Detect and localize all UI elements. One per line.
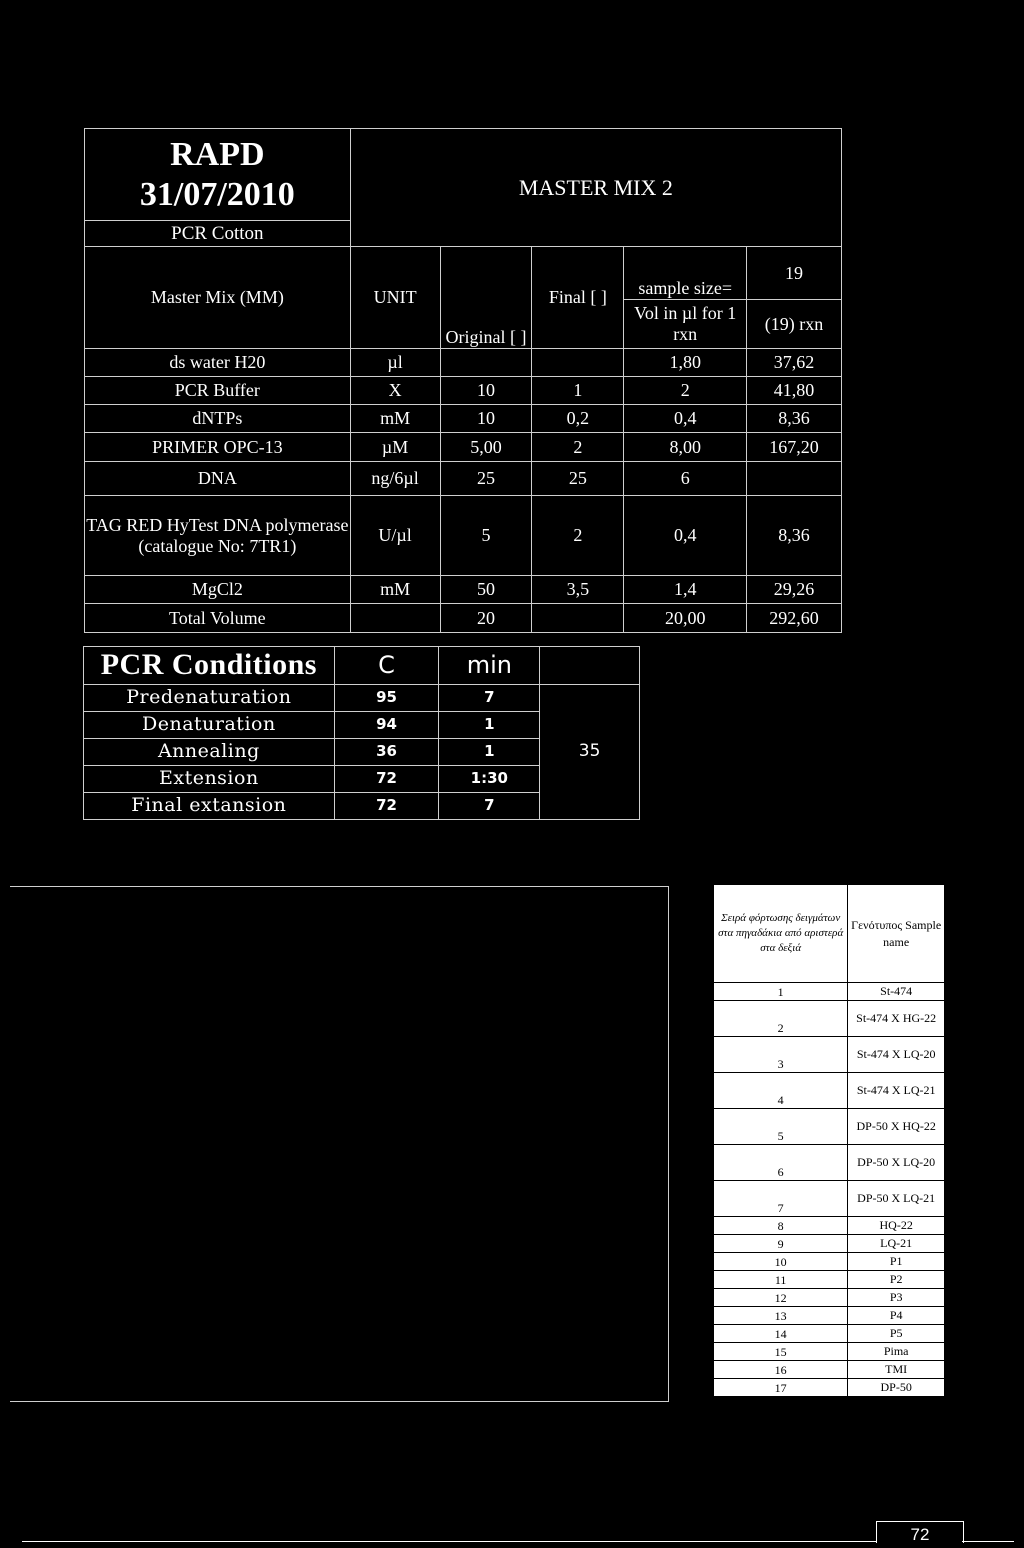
cell-name: Total Volume [85,604,351,633]
sample-row [714,1307,945,1325]
cell-original: 20 [440,604,532,633]
step-temp: 95 [334,685,439,712]
cell-total [747,462,842,496]
cell-final: 2 [532,433,624,462]
step-min: 1 [439,739,540,766]
cell-original: 10 [440,405,532,433]
sample-row [714,983,945,1001]
cell-total: 37,62 [747,349,842,377]
step-min: 1 [439,712,540,739]
cell-total: 41,80 [747,377,842,405]
master-mix-row [85,496,842,576]
master-mix-row [85,433,842,462]
header-vol-1rxn: Vol in µl for 1 rxn [624,300,747,349]
header-loading-order: Σειρά φόρτωσης δειγμάτων στα πηγαδάκια από αριστερά στα δεξιά [714,885,848,983]
cell-original: 5 [440,496,532,576]
sample-name: LQ-21 [848,1235,945,1253]
sample-row [714,1181,945,1217]
sample-loading-table [713,884,945,1397]
cell-unit: mM [350,405,440,433]
sample-name: P2 [848,1271,945,1289]
header-genotype: Γενότυπος Sample name [848,885,945,983]
master-mix-row [85,462,842,496]
cell-total: 8,36 [747,405,842,433]
sample-number: 4 [714,1073,848,1109]
master-mix-row [85,377,842,405]
sample-name: DP-50 [848,1379,945,1397]
header-sample-size: sample size= [624,247,747,300]
step-min: 1:30 [439,766,540,793]
sample-name: P3 [848,1289,945,1307]
cell-original [440,349,532,377]
cell-name: ds water H20 [85,349,351,377]
cell-original: 10 [440,377,532,405]
sample-name: Pima [848,1343,945,1361]
sample-number: 7 [714,1181,848,1217]
sample-name: P1 [848,1253,945,1271]
cell-name: MgCl2 [85,576,351,604]
header-unit: UNIT [350,247,440,349]
cell-name: DNA [85,462,351,496]
cell-name: TAG RED HyTest DNA polymerase (catalogue No: 7TR1) [85,496,351,576]
sample-number: 3 [714,1037,848,1073]
sample-number: 2 [714,1001,848,1037]
cell-final [532,349,624,377]
master-mix-row [85,604,842,633]
cell-total: 167,20 [747,433,842,462]
sample-number: 8 [714,1217,848,1235]
sample-row [714,1343,945,1361]
cell-unit: µM [350,433,440,462]
cell-vol: 1,80 [624,349,747,377]
sample-number: 1 [714,983,848,1001]
sample-name: St-474 X LQ-20 [848,1037,945,1073]
cell-unit: U/µl [350,496,440,576]
step-min: 7 [439,793,540,820]
sample-row [714,1037,945,1073]
step-name: Extension [84,766,335,793]
step-name: Final extansion [84,793,335,820]
cell-total: 29,26 [747,576,842,604]
cell-unit: µl [350,349,440,377]
header-vol-total: (19) rxn [747,300,842,349]
sample-number: 14 [714,1325,848,1343]
sample-name: St-474 X HG-22 [848,1001,945,1037]
step-name: Denaturation [84,712,335,739]
sample-number: 12 [714,1289,848,1307]
cell-vol: 0,4 [624,405,747,433]
step-temp: 72 [334,766,439,793]
cell-vol: 8,00 [624,433,747,462]
sample-row [714,1289,945,1307]
cell-original: 25 [440,462,532,496]
sample-number: 9 [714,1235,848,1253]
sample-number: 5 [714,1109,848,1145]
sample-number: 13 [714,1307,848,1325]
header-sample-size-value: 19 [747,247,842,300]
sample-name: St-474 [848,983,945,1001]
sample-row [714,1217,945,1235]
sample-name: P5 [848,1325,945,1343]
cell-unit: X [350,377,440,405]
cell-final: 1 [532,377,624,405]
sample-row [714,1109,945,1145]
cell-total: 8,36 [747,496,842,576]
sample-row [714,1361,945,1379]
pcr-conditions-table [83,646,640,820]
master-mix-row [85,349,842,377]
cell-unit [350,604,440,633]
cell-original: 5,00 [440,433,532,462]
sample-number: 6 [714,1145,848,1181]
cell-final: 3,5 [532,576,624,604]
cell-original: 50 [440,576,532,604]
sample-name: TMI [848,1361,945,1379]
cell-final: 25 [532,462,624,496]
sample-row [714,1073,945,1109]
cell-name: dNTPs [85,405,351,433]
sample-name: DP-50 X LQ-21 [848,1181,945,1217]
header-original: Original [ ] [440,247,532,349]
master-mix-title-cell [85,129,351,221]
pcr-cotton-label: PCR Cotton [85,221,351,247]
sample-row [714,1271,945,1289]
gel-image-frame [10,886,669,1402]
pcr-conditions-title: PCR Conditions [84,647,335,685]
cycle-count: 35 [540,685,640,820]
master-mix-row [85,405,842,433]
step-temp: 36 [334,739,439,766]
master-mix-table [84,128,842,633]
cell-unit: ng/6µl [350,462,440,496]
header-component: Master Mix (MM) [85,247,351,349]
cell-final: 2 [532,496,624,576]
cell-vol: 20,00 [624,604,747,633]
cell-name: PRIMER OPC-13 [85,433,351,462]
empty-cell [540,647,640,685]
sample-name: St-474 X LQ-21 [848,1073,945,1109]
page-number: 72 [876,1521,964,1543]
sample-row [714,1325,945,1343]
master-mix-label: MASTER MIX 2 [350,129,841,247]
sample-row [714,1001,945,1037]
cell-unit: mM [350,576,440,604]
cell-name: PCR Buffer [85,377,351,405]
sample-number: 15 [714,1343,848,1361]
header-min: min [439,647,540,685]
cell-vol: 2 [624,377,747,405]
sample-name: HQ-22 [848,1217,945,1235]
sample-name: DP-50 X HQ-22 [848,1109,945,1145]
sample-number: 11 [714,1271,848,1289]
pcr-step-row [84,685,640,712]
sample-row [714,1145,945,1181]
cell-vol: 6 [624,462,747,496]
step-name: Annealing [84,739,335,766]
sample-number: 17 [714,1379,848,1397]
date-title: 31/07/2010 [139,175,295,213]
sample-number: 10 [714,1253,848,1271]
rapd-title: RAPD [170,136,265,174]
header-c: C [334,647,439,685]
step-temp: 94 [334,712,439,739]
sample-number: 16 [714,1361,848,1379]
cell-final [532,604,624,633]
step-temp: 72 [334,793,439,820]
sample-row [714,1235,945,1253]
sample-row [714,1379,945,1397]
sample-name: DP-50 X LQ-20 [848,1145,945,1181]
sample-name: P4 [848,1307,945,1325]
cell-vol: 0,4 [624,496,747,576]
cell-total: 292,60 [747,604,842,633]
step-name: Predenaturation [84,685,335,712]
step-min: 7 [439,685,540,712]
cell-final: 0,2 [532,405,624,433]
cell-vol: 1,4 [624,576,747,604]
header-final: Final [ ] [532,247,624,349]
sample-row [714,1253,945,1271]
master-mix-row [85,576,842,604]
